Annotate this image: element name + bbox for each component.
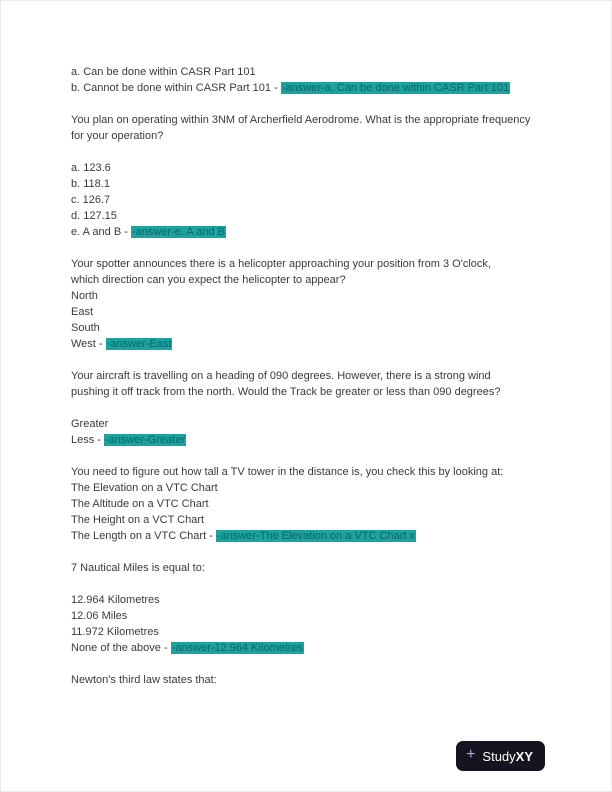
- line-text: 11.972 Kilometres: [71, 626, 159, 638]
- text-line: [71, 560, 553, 576]
- line-text: b. Cannot be done within CASR Part 101 -: [71, 82, 281, 94]
- text-line: [71, 672, 553, 688]
- line-text: for your operation?: [71, 130, 164, 142]
- line-text: d. 127.15: [71, 210, 117, 222]
- text-line: [71, 192, 553, 208]
- answer-highlight: -answer-Greater: [105, 434, 186, 446]
- text-line: [71, 160, 553, 176]
- text-line: [71, 64, 553, 80]
- line-text: The Altitude on a VTC Chart: [71, 498, 209, 510]
- text-line: [71, 304, 553, 320]
- line-text: Less -: [71, 434, 105, 446]
- line-text: 7 Nautical Miles is equal to:: [71, 562, 205, 574]
- question-block: [71, 464, 553, 544]
- line-text: You plan on operating within 3NM of Archerfield Aerodrome. What is the appropriate frequency: [71, 114, 531, 126]
- text-line: [71, 80, 553, 96]
- plus-icon: +: [466, 746, 476, 763]
- text-line: [71, 512, 553, 528]
- line-text: The Elevation on a VTC Chart: [71, 482, 218, 494]
- answer-highlight: -answer-e. A and B: [131, 226, 225, 238]
- text-line: [71, 176, 553, 192]
- question-block: [71, 160, 553, 240]
- line-text: Greater: [71, 418, 109, 430]
- line-text: 12.06 Miles: [71, 610, 128, 622]
- question-block: [71, 112, 553, 144]
- brand-study: Study: [482, 748, 516, 764]
- line-text: The Height on a VCT Chart: [71, 514, 205, 526]
- line-text: a. Can be done within CASR Part 101: [71, 66, 256, 78]
- line-text: None of the above -: [71, 642, 171, 654]
- text-line: [71, 272, 553, 288]
- text-line: [71, 336, 553, 352]
- question-block: [71, 64, 553, 96]
- text-line: [71, 624, 553, 640]
- line-text: Your spotter announces there is a helicopter approaching your position from 3 O'clock,: [71, 258, 491, 270]
- line-text: You need to figure out how tall a TV tower in the distance is, you check this by looking at:: [71, 466, 504, 478]
- text-line: [71, 368, 553, 384]
- text-line: [71, 320, 553, 336]
- text-line: [71, 464, 553, 480]
- line-text: a. 123.6: [71, 162, 111, 174]
- line-text: Your aircraft is travelling on a heading of 090 degrees. However, there is a strong wind: [71, 370, 491, 382]
- text-line: [71, 528, 553, 544]
- question-block: [71, 592, 553, 656]
- line-text: East: [71, 306, 94, 318]
- text-line: [71, 640, 553, 656]
- text-line: [71, 256, 553, 272]
- text-line: [71, 288, 553, 304]
- text-line: [71, 592, 553, 608]
- line-text: c. 126.7: [71, 194, 111, 206]
- question-block: [71, 560, 553, 576]
- text-line: [71, 480, 553, 496]
- question-block: [71, 368, 553, 400]
- line-text: South: [71, 322, 100, 334]
- text-line: [71, 608, 553, 624]
- line-text: b. 118.1: [71, 178, 110, 190]
- text-line: [71, 224, 553, 240]
- document-content: [71, 64, 553, 704]
- text-line: [71, 432, 553, 448]
- line-text: West -: [71, 338, 106, 350]
- line-text: pushing it off track from the north. Would the Track be greater or less than 090 degrees?: [71, 386, 501, 398]
- studyxy-logo-badge: [456, 741, 545, 771]
- question-block: [71, 256, 553, 352]
- line-text: e. A and B -: [71, 226, 131, 238]
- answer-highlight: -answer-a. Can be done within CASR Part 101: [281, 82, 510, 94]
- answer-highlight: -answer-East: [106, 338, 172, 350]
- text-line: [71, 208, 553, 224]
- text-line: [71, 496, 553, 512]
- line-text: 12.964 Kilometres: [71, 594, 160, 606]
- line-text: Newton's third law states that:: [71, 674, 217, 686]
- text-line: [71, 384, 553, 400]
- line-text: The Length on a VTC Chart -: [71, 530, 216, 542]
- line-text: which direction can you expect the helicopter to appear?: [71, 274, 346, 286]
- studyxy-brand-text: [482, 750, 533, 763]
- answer-highlight: -answer-12.964 Kilometres: [171, 642, 304, 654]
- brand-xy: XY: [515, 748, 533, 764]
- question-block: [71, 672, 553, 688]
- answer-highlight: -answer-The Elevation on a VTC Chart x: [216, 530, 416, 542]
- question-block: [71, 416, 553, 448]
- text-line: [71, 112, 553, 128]
- line-text: North: [71, 290, 98, 302]
- text-line: [71, 128, 553, 144]
- text-line: [71, 416, 553, 432]
